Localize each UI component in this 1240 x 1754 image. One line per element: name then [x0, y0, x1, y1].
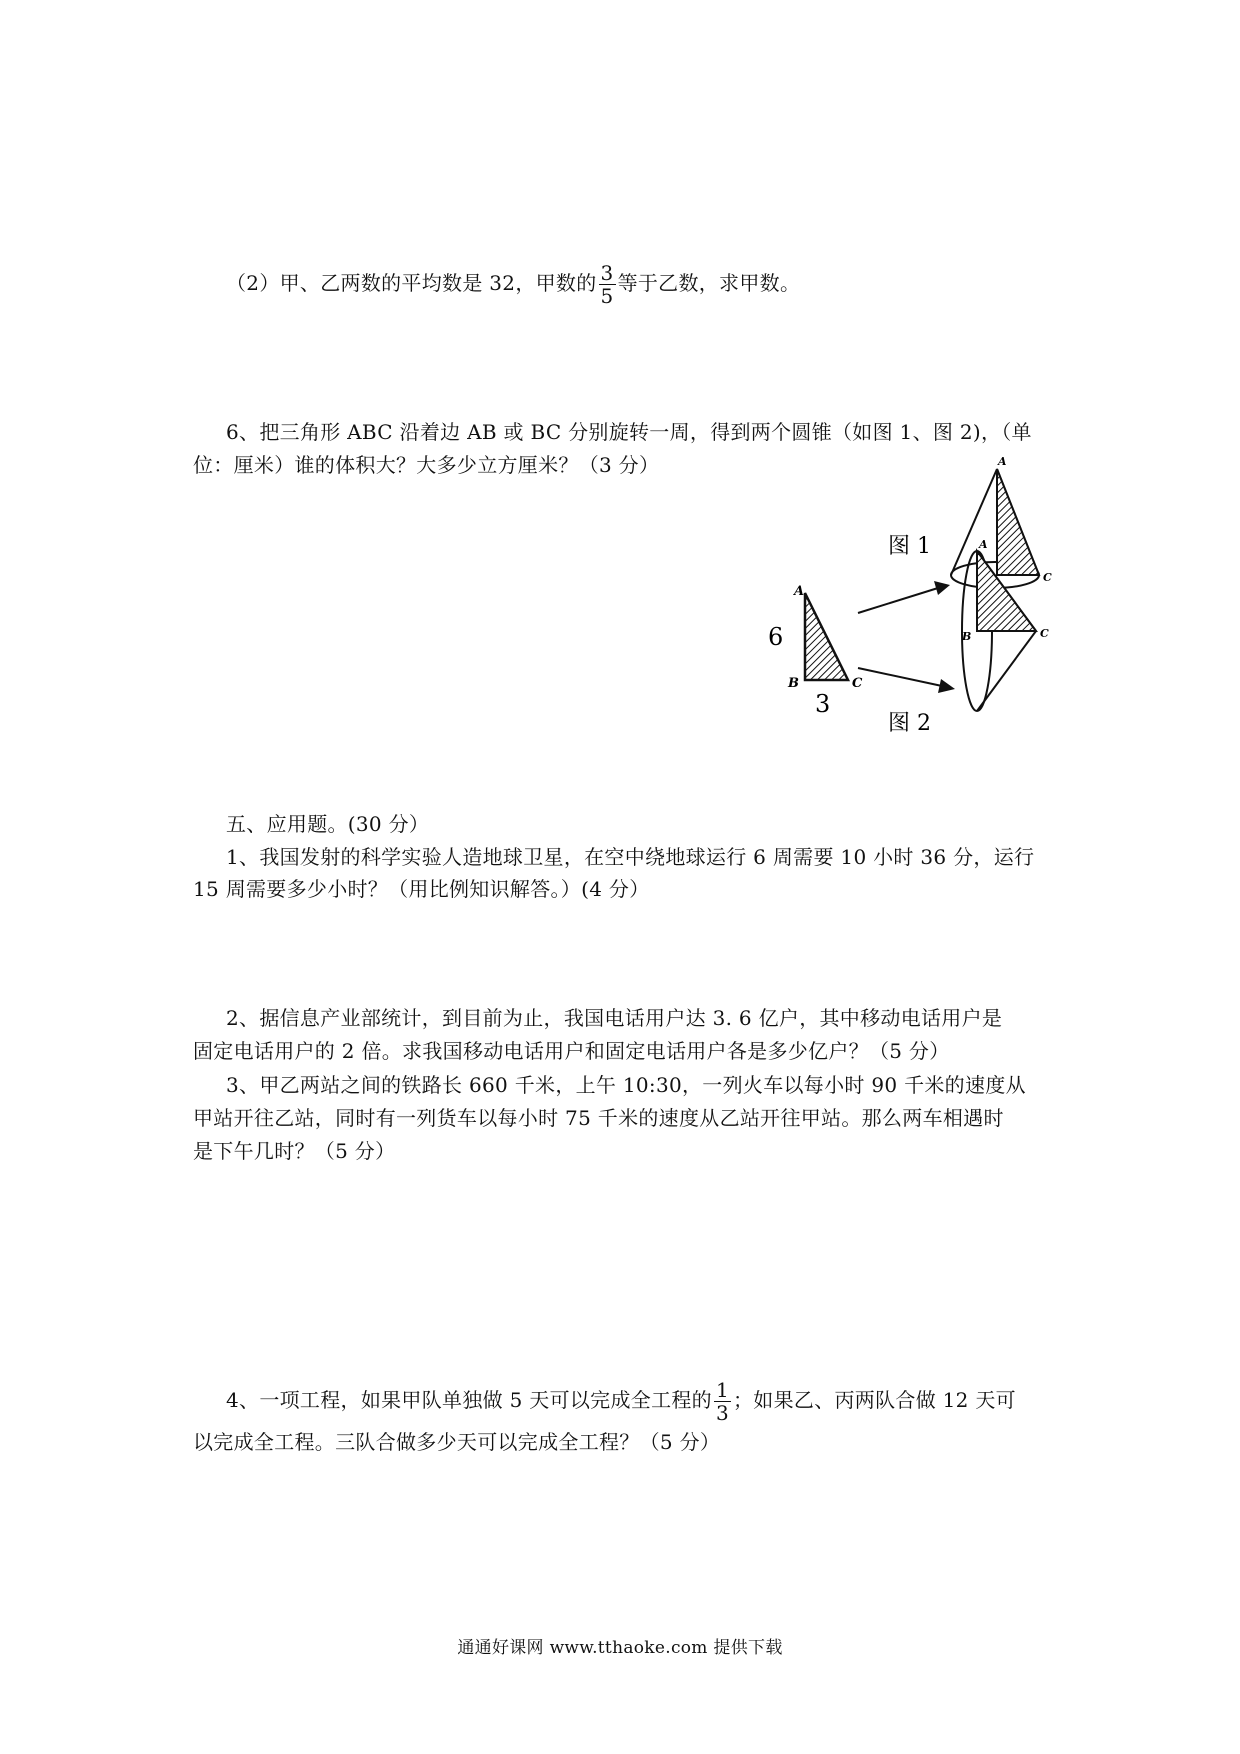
- question-5-1-line-1: 1、我国发射的科学实验人造地球卫星，在空中绕地球运行 6 周需要 10 小时 36 分，运行: [226, 845, 1035, 869]
- question-6-line-2: 位：厘米）谁的体积大？大多少立方厘米？（3 分）: [193, 453, 660, 477]
- q5-4-prefix: 4、一项工程，如果甲队单独做 5 天可以完成全工程的: [226, 1388, 712, 1412]
- question-5-4-line-2: 以完成全工程。三队合做多少天可以完成全工程？（5 分）: [193, 1430, 721, 1454]
- length-ab: 6: [768, 623, 784, 651]
- figure-1-label: 图 1: [888, 534, 931, 559]
- label-c: C: [852, 676, 863, 691]
- cone-figure-1: [888, 455, 1052, 588]
- fig2-label-c: C: [1040, 627, 1049, 640]
- label-a: A: [794, 584, 805, 599]
- label-b: B: [788, 676, 799, 691]
- question-5-2: [226, 262, 800, 307]
- figure-2-label: 图 2: [888, 711, 931, 736]
- question-5-2-line-1: 2、据信息产业部统计，到目前为止，我国电话用户达 3. 6 亿户，其中移动电话用户是: [226, 1006, 1003, 1030]
- fraction-denominator: 5: [600, 284, 614, 308]
- fig2-label-a: A: [979, 538, 988, 551]
- question-5-3-line-1: 3、甲乙两站之间的铁路长 660 千米，上午 10:30，一列火车以每小时 90 千米的速度从: [226, 1073, 1026, 1097]
- length-bc: 3: [815, 690, 831, 718]
- triangle-abc: [768, 584, 863, 718]
- cone-rotation-figure: [760, 455, 1090, 815]
- arrow-to-figure-1: [858, 581, 950, 613]
- arrow-to-figure-2: [858, 668, 955, 693]
- fraction-numerator: 3: [600, 261, 614, 285]
- page-footer: 通通好课网 www.tthaoke.com 提供下载: [457, 1638, 783, 1658]
- question-5-3-line-3: 是下午几时？（5 分）: [193, 1139, 396, 1163]
- section-5-title: 五、应用题。(30 分）: [226, 812, 430, 836]
- fraction-1-3: [714, 1379, 731, 1424]
- question-5-4-line-1: [226, 1379, 1016, 1424]
- question-6-line-1: 6、把三角形 ABC 沿着边 AB 或 BC 分别旋转一周，得到两个圆锥（如图 1、图 2)，（单: [226, 420, 1032, 444]
- question-5-3-line-2: 甲站开往乙站，同时有一列货车以每小时 75 千米的速度从乙站开往甲站。那么两车相遇时: [193, 1106, 1004, 1130]
- fraction-numerator: 1: [715, 1378, 729, 1402]
- fig2-label-b: B: [962, 630, 972, 643]
- q5-2-prefix: （2）甲、乙两数的平均数是 32，甲数的: [226, 271, 597, 295]
- fig1-label-a: A: [998, 455, 1007, 468]
- question-5-2-line-2: 固定电话用户的 2 倍。求我国移动电话用户和固定电话用户各是多少亿户？（5 分）: [193, 1039, 950, 1063]
- fraction-denominator: 3: [715, 1401, 729, 1425]
- q5-2-suffix: 等于乙数，求甲数。: [617, 271, 801, 295]
- fig1-label-c: C: [1043, 571, 1052, 584]
- fraction-3-5: [599, 262, 616, 307]
- q5-4-suffix: ；如果乙、丙两队合做 12 天可: [733, 1388, 1016, 1412]
- question-5-1-line-2: 15 周需要多少小时？（用比例知识解答。）(4 分）: [193, 877, 650, 901]
